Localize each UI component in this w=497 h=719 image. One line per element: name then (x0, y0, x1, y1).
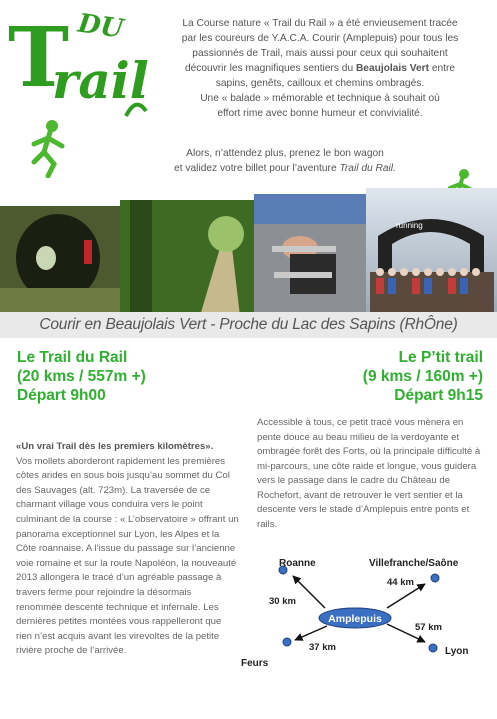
location-caption: Courir en Beaujolais Vert - Proche du Lac des Sapins (RhÔne) (0, 312, 497, 338)
distance-roanne: 30 km (269, 596, 296, 607)
race-name: Le Trail du Rail (17, 349, 128, 366)
logo-du: DU (76, 8, 126, 45)
trail-du-rail-title (17, 348, 146, 405)
map-diagram (235, 548, 497, 678)
photo-tunnel (0, 206, 120, 316)
callout-line: Alors, n’attendez plus, prenez le bon wagon (186, 148, 384, 159)
trail-du-rail-description (16, 440, 239, 659)
race-distance: (20 kms / 557m +) (17, 368, 146, 385)
intro-line: passionnés de Trail, mais aussi pour ceux qui souhaitent (192, 48, 448, 59)
ptit-trail-title (363, 348, 483, 405)
city-label-roanne: Roanne (279, 558, 316, 569)
trail-logo (6, 6, 166, 136)
intro-line: découvrir les magnifiques sentiers du Beaujolais Vert entre (184, 63, 456, 74)
location-map (235, 548, 497, 678)
description-body: Vos mollets aborderont rapidement les premières côtes arides en sous bois jusqu’au sommet du Col des Sauvages (alt. 723m). La traversée de ce charmant village vous conduira vers le point culminant de la course : « L’observatoire » offrant un panorama exceptionnel sur Lyon, les Alpes et la Côte roannaise. A l’issue du passage sur l’ancienne voie romaine et sur la route Napoléon, la nouveauté 2013 allongera le tracé d’un agréable passage à travers ferme pour rejoindre la désormais renommée descente technique et infernale. Les dernières petites montées vous rappelleront que rien n’est acquis avant les virevoltes de la petite rivière proche de l’arrivée. (16, 455, 239, 657)
photo-forest-path (120, 200, 254, 316)
city-dot-lyon (429, 644, 437, 652)
callout-text (120, 146, 450, 176)
city-dot-feurs (283, 638, 291, 646)
logo-t: T (8, 10, 70, 106)
race-start: Départ 9h15 (394, 387, 483, 404)
photo-finish-arch (366, 188, 497, 316)
description-lead: «Un vrai Trail dès les premiers kilomètres». (16, 441, 214, 452)
arch-label: running (396, 221, 423, 230)
runner-silhouette-left (20, 118, 72, 178)
race-distance: (9 kms / 160m +) (362, 368, 483, 385)
city-label-lyon: Lyon (445, 646, 469, 657)
intro-text (165, 16, 475, 121)
intro-line: effort rime avec bonne humeur et convivialité. (217, 108, 423, 119)
city-dot-villefranche (431, 574, 439, 582)
center-label: Amplepuis (328, 613, 382, 625)
city-label-feurs: Feurs (241, 658, 269, 669)
intro-line: La Course nature « Trail du Rail » a été envieusement tracée (182, 18, 458, 29)
logo-rail: rail (52, 51, 149, 110)
race-start: Départ 9h00 (17, 387, 106, 404)
ptit-trail-description: Accessible à tous, ce petit tracé vous mènera en pente douce au beau milieu de la verdoyante et ombragée forêt des Forts, où la principale difficulté à mi-parcours, une côte raide et longue, vous guidera vers le passage dans le cadre du Château de Rochefort, avant de retrouver le vert sentier et la descente vers le stade d’Amplepuis entre ponts et rails. (257, 417, 481, 530)
intro-line: sapins, genêts, cailloux et chemins ombragés. (215, 78, 425, 89)
race-name: Le P’tit trail (398, 349, 483, 366)
callout-line: et validez votre billet pour l’aventure Trail du Rail. (174, 163, 396, 174)
city-label-villefranche: Villefranche/Saône (369, 558, 459, 569)
intro-line: par les coureurs de Y.A.C.A. Courir (Amplepuis) pour tous les (181, 33, 459, 44)
logo-graphic (6, 6, 166, 136)
photo-tired-runner (254, 194, 366, 316)
distance-feurs: 37 km (309, 642, 336, 653)
distance-villefranche: 44 km (387, 577, 414, 588)
distance-lyon: 57 km (415, 622, 442, 633)
intro-line: Une « balade » mémorable et technique à souhait où (200, 93, 440, 104)
